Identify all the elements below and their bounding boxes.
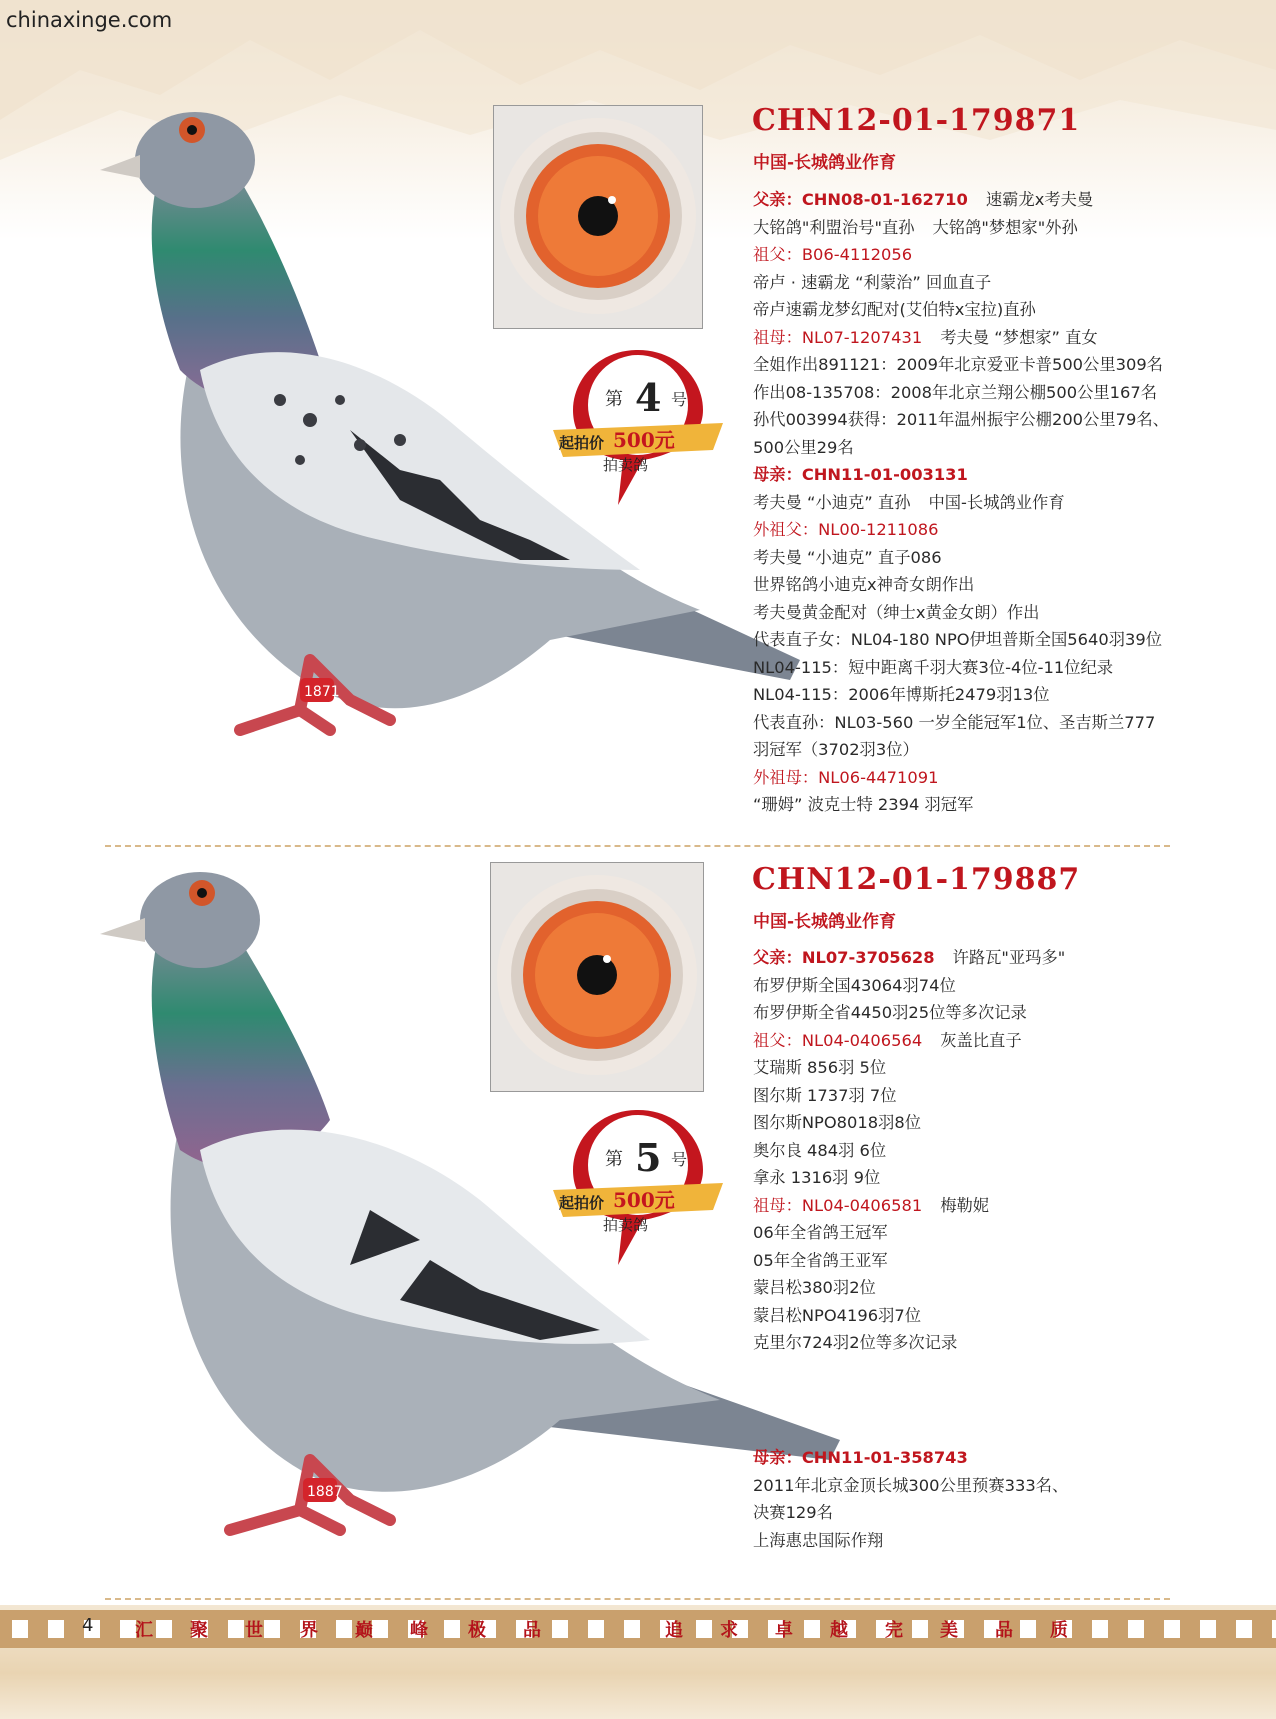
badge-number-2: 5	[635, 1135, 662, 1180]
slogan-char: 求	[720, 1620, 738, 1641]
pedigree-1-line-text: NL04-115：2006年博斯托2479羽13位	[753, 685, 1050, 704]
pedigree-2-line-text: 蒙吕松380羽2位	[753, 1278, 876, 1297]
leg-band-1: 1871	[304, 684, 340, 700]
pedigree-1-line	[753, 764, 1169, 792]
pedigree-1-line	[753, 791, 1169, 819]
pedigree-1-line-text: 母亲：CHN11-01-003131	[753, 465, 968, 484]
pedigree-1-line	[753, 269, 1169, 297]
auction-badge-1	[553, 345, 723, 505]
pedigree-2-line-text: 艾瑞斯 856羽 5位	[753, 1058, 887, 1077]
badge-suffix-1: 号	[671, 390, 688, 409]
pedigree-2-line-text: 奥尔良 484羽 6位	[753, 1140, 887, 1160]
badge-price-label-2: 起拍价	[559, 1194, 605, 1212]
slogan-char: 卓	[775, 1620, 793, 1641]
pedigree-2-mother-line-text: 2011年北京金顶长城300公里预赛333名、	[753, 1475, 1069, 1495]
slogan-char: 美	[940, 1620, 958, 1641]
pedigree-2-line-text: 父亲：NL07-3705628	[753, 948, 935, 967]
pedigree-1-line-text: 考夫曼 “小迪克” 直孙	[753, 492, 911, 512]
badge-prefix-1: 第	[605, 389, 623, 410]
pedigree-2-line-note: 灰盖比直子	[940, 1030, 1022, 1050]
pedigree-2	[753, 944, 1065, 1357]
pedigree-1-line	[753, 434, 1169, 462]
pedigree-1-line-text: NL04-115：短中距离千羽大赛3位-4位-11位纪录	[753, 657, 1114, 677]
slogan-char: 完	[885, 1620, 903, 1641]
badge-price-2: 500元	[613, 1188, 675, 1212]
pedigree-1-line-text: 全姐作出891121：2009年北京爱亚卡普500公里309名	[753, 355, 1163, 374]
pedigree-2-line-text: 克里尔724羽2位等多次记录	[753, 1333, 958, 1352]
pedigree-1-line	[753, 571, 1169, 599]
site-watermark: chinaxinge.com	[6, 8, 173, 32]
pedigree-2-line-text: 拿永 1316羽 9位	[753, 1168, 881, 1187]
pedigree-2-line-text: 图尔斯NPO8018羽8位	[753, 1113, 922, 1132]
eye-photo-2	[490, 862, 704, 1092]
ring-number-2: CHN12-01-179887	[752, 862, 1081, 897]
pedigree-2-line	[753, 944, 1065, 972]
pedigree-2-line	[753, 1219, 1065, 1247]
pedigree-2-line	[753, 1082, 1065, 1110]
breeder-1: 中国-长城鸽业作育	[753, 153, 897, 173]
pedigree-2-line-note: 梅勒妮	[940, 1195, 990, 1215]
badge-number-1: 4	[635, 375, 662, 420]
pedigree-1-line-text: 帝卢速霸龙梦幻配对(艾伯特x宝拉)直孙	[753, 300, 1036, 319]
slogan-char: 界	[300, 1620, 318, 1641]
badge-caption-2: 拍卖鸽	[603, 1216, 649, 1234]
pedigree-1-line	[753, 709, 1169, 737]
pedigree-1-line	[753, 351, 1169, 379]
pedigree-2-mother-line-text: 母亲：CHN11-01-358743	[753, 1448, 968, 1467]
pedigree-2-line	[753, 1192, 1065, 1220]
pedigree-2-line	[753, 1302, 1065, 1330]
pedigree-2-mother-line-text: 决赛129名	[753, 1503, 833, 1522]
pedigree-1-line	[753, 324, 1169, 352]
slogan-char: 追	[665, 1620, 683, 1641]
pedigree-2-mother-line-text: 上海惠忠国际作翔	[753, 1530, 884, 1550]
pedigree-2-line-text: 祖父：NL04-0406564	[753, 1030, 923, 1050]
pedigree-2-line-text: 祖母：NL04-0406581	[753, 1195, 923, 1215]
pigeon-photo-2	[100, 860, 840, 1580]
pedigree-2-line-note: 许路瓦"亚玛多"	[952, 948, 1066, 967]
pedigree-2-mother-line	[753, 1527, 1068, 1555]
pedigree-2-line	[753, 1274, 1065, 1302]
breeder-2: 中国-长城鸽业作育	[753, 912, 897, 932]
pedigree-1-line-text: 祖母：NL07-1207431	[753, 327, 923, 347]
pedigree-2-line-text: 图尔斯 1737羽 7位	[753, 1085, 897, 1105]
pedigree-1-line	[753, 461, 1169, 489]
pedigree-1-line	[753, 681, 1169, 709]
pedigree-2-line	[753, 1164, 1065, 1192]
pedigree-2-mother-line	[753, 1499, 1068, 1527]
pedigree-1-line-text: 帝卢 · 速霸龙 “利蒙治” 回血直子	[753, 272, 992, 292]
pedigree-2-line	[753, 1109, 1065, 1137]
pedigree-1-line	[753, 241, 1169, 269]
pedigree-1	[753, 186, 1169, 819]
footer-slogan	[0, 1612, 1276, 1646]
pedigree-1-line-text: 考夫曼黄金配对（绅士x黄金女朗）作出	[753, 602, 1040, 622]
pedigree-1-line-text: 作出08-135708：2008年北京兰翔公棚500公里167名	[753, 382, 1157, 402]
pedigree-1-line-text: 500公里29名	[753, 437, 854, 457]
pedigree-2-line-text: 06年全省鸽王冠军	[753, 1223, 888, 1242]
pedigree-1-line-text: “珊姆” 波克士特 2394 羽冠军	[753, 795, 974, 814]
pedigree-1-line	[753, 654, 1169, 682]
slogan-char: 汇	[135, 1620, 153, 1641]
pedigree-1-line	[753, 544, 1169, 572]
pedigree-2-line-text: 布罗伊斯全国43064羽74位	[753, 975, 956, 995]
badge-price-label-1: 起拍价	[559, 434, 605, 452]
pedigree-2-line-text: 05年全省鸽王亚军	[753, 1250, 888, 1270]
section-divider	[105, 845, 1170, 847]
pedigree-1-line-note: 速霸龙x考夫曼	[985, 190, 1094, 209]
pedigree-1-line	[753, 296, 1169, 324]
pedigree-1-line-note: 大铭鸽"梦想家"外孙	[932, 217, 1078, 237]
pedigree-2-line	[753, 1054, 1065, 1082]
footer-divider	[105, 1598, 1170, 1600]
eye-photo-1	[493, 105, 703, 329]
pedigree-1-line-text: 父亲：CHN08-01-162710	[753, 190, 968, 209]
auction-badge-2	[553, 1105, 723, 1265]
pedigree-1-line-note: 考夫曼 “梦想家” 直女	[940, 327, 1098, 347]
pedigree-2-line	[753, 972, 1065, 1000]
pedigree-1-line-text: 世界铭鸽小迪克x神奇女朗作出	[753, 575, 975, 594]
pedigree-2-mother	[753, 1444, 1068, 1554]
pedigree-1-line-text: 考夫曼 “小迪克” 直子086	[753, 547, 942, 567]
slogan-char: 越	[830, 1620, 848, 1641]
pedigree-1-line-text: 祖父：B06-4112056	[753, 245, 913, 264]
pedigree-1-line	[753, 379, 1169, 407]
slogan-char: 极	[468, 1620, 486, 1641]
badge-price-1: 500元	[613, 428, 675, 452]
slogan-char: 品	[995, 1620, 1013, 1641]
slogan-char: 峰	[410, 1620, 428, 1641]
pedigree-2-line-text: 蒙吕松NPO4196羽7位	[753, 1305, 922, 1325]
page-number: 4	[82, 1615, 94, 1636]
pedigree-2-line	[753, 999, 1065, 1027]
pedigree-1-line-text: 外祖母：NL06-4471091	[753, 767, 939, 787]
pedigree-2-line	[753, 1137, 1065, 1165]
pedigree-1-line	[753, 736, 1169, 764]
pedigree-1-line	[753, 626, 1169, 654]
pedigree-2-mother-line	[753, 1444, 1068, 1472]
pedigree-1-line-text: 代表直子女：NL04-180 NPO伊坦普斯全国5640羽39位	[753, 630, 1162, 649]
pedigree-1-line-text: 代表直孙：NL03-560 一岁全能冠军1位、圣吉斯兰777	[753, 712, 1156, 732]
pedigree-2-line	[753, 1329, 1065, 1357]
slogan-char: 质	[1050, 1620, 1068, 1641]
pedigree-1-line	[753, 406, 1169, 434]
pedigree-1-line-text: 羽冠军（3702羽3位）	[753, 740, 919, 759]
pedigree-2-line	[753, 1247, 1065, 1275]
pedigree-2-line	[753, 1027, 1065, 1055]
pedigree-2-mother-line	[753, 1472, 1068, 1500]
pedigree-1-line	[753, 186, 1169, 214]
pedigree-1-line-text: 大铭鸽"利盟治号"直孙	[753, 217, 915, 237]
pedigree-1-line	[753, 214, 1169, 242]
pedigree-1-line	[753, 489, 1169, 517]
slogan-char: 世	[245, 1620, 263, 1641]
pedigree-1-line-text: 外祖父：NL00-1211086	[753, 520, 939, 539]
slogan-char: 品	[523, 1620, 541, 1641]
pedigree-2-line-text: 布罗伊斯全省4450羽25位等多次记录	[753, 1003, 1027, 1022]
leg-band-2: 1887	[307, 1484, 343, 1500]
pedigree-1-line	[753, 516, 1169, 544]
slogan-char: 巅	[355, 1620, 373, 1641]
ring-number-1: CHN12-01-179871	[752, 103, 1081, 138]
pedigree-1-line-note: 中国-长城鸽业作育	[928, 492, 1065, 512]
pedigree-1-line	[753, 599, 1169, 627]
pedigree-1-line-text: 孙代003994获得：2011年温州振宇公棚200公里79名、	[753, 410, 1169, 429]
slogan-char: 聚	[190, 1620, 208, 1641]
badge-prefix-2: 第	[605, 1149, 623, 1170]
badge-caption-1: 拍卖鸽	[603, 456, 649, 474]
badge-suffix-2: 号	[671, 1150, 688, 1169]
